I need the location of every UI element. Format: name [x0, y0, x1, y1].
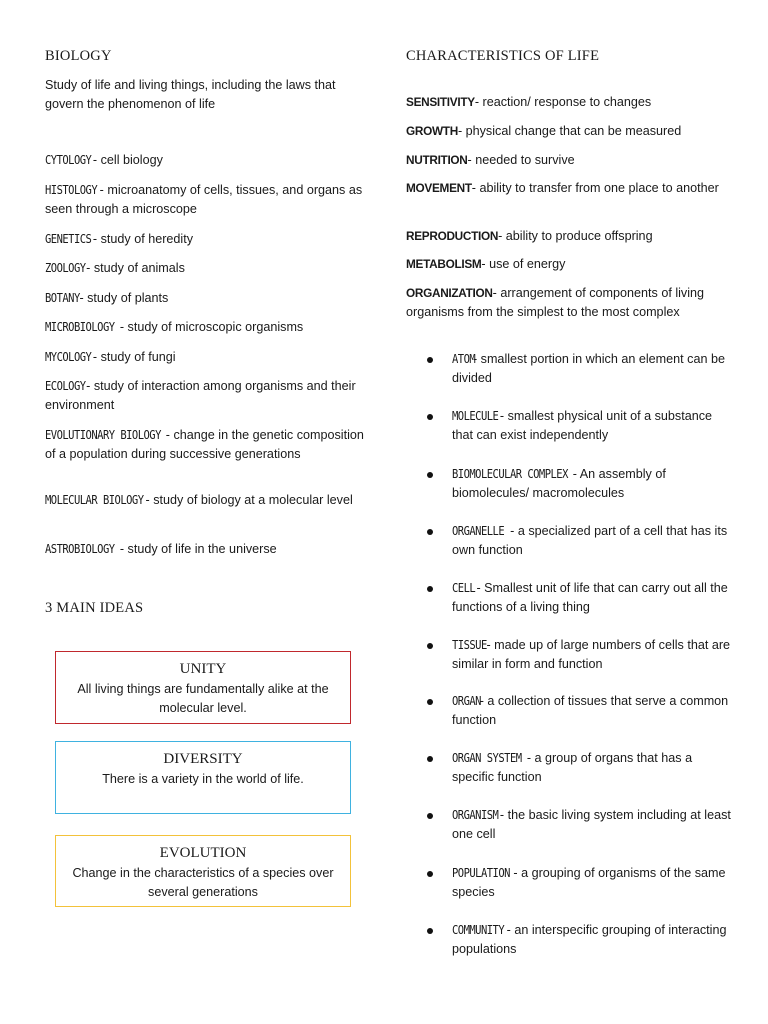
characteristic-item [406, 179, 724, 198]
branch-desc: - study of biology at a molecular level [145, 493, 353, 507]
level-desc: - a grouping of organisms of the same species [452, 866, 726, 899]
characteristic-desc: - ability to transfer from one place to another [471, 181, 719, 195]
level-desc: - a collection of tissues that serve a common function [452, 694, 729, 727]
bullet-icon [427, 756, 433, 762]
main-ideas-heading: 3 MAIN IDEAS [45, 600, 144, 616]
branch-item [45, 230, 365, 249]
bullet-icon [427, 813, 433, 819]
characteristic-term: NUTRITION [406, 153, 468, 167]
branch-desc: - study of microscopic organisms [119, 320, 304, 334]
organization-level-item [452, 350, 732, 387]
branch-desc: - microanatomy of cells, tissues, and organs as seen through a microscope [45, 183, 363, 216]
characteristic-item [406, 122, 724, 141]
characteristics-heading: CHARACTERISTICS OF LIFE [406, 48, 600, 64]
bullet-icon [427, 699, 433, 705]
level-desc: - Smallest unit of life that can carry out all the functions of a living thing [452, 581, 728, 614]
characteristic-item [406, 227, 724, 246]
bullet-icon [427, 357, 433, 363]
branch-item [45, 348, 365, 367]
diversity-desc: There is a variety in the world of life. [102, 772, 304, 786]
branch-desc: - study of interaction among organisms and their environment [45, 379, 356, 412]
organization-level-item [452, 864, 732, 901]
characteristic-term: METABOLISM [406, 257, 482, 271]
diversity-box [55, 741, 351, 814]
organization-level-item [452, 465, 732, 502]
branch-item [45, 377, 365, 414]
characteristic-item [406, 284, 724, 321]
branch-term: MYCOLOGY [45, 350, 92, 364]
branch-term: HISTOLOGY [45, 183, 98, 197]
organization-level-item [452, 636, 732, 673]
branch-term: GENETICS [45, 232, 92, 246]
characteristic-item [406, 93, 724, 112]
bullet-icon [427, 871, 433, 877]
branch-desc: - study of plants [79, 291, 169, 305]
branch-term: MICROBIOLOGY [45, 320, 115, 334]
characteristic-term: ORGANIZATION [406, 286, 493, 300]
level-desc: - smallest physical unit of a substance that can exist independently [452, 409, 713, 442]
level-term: POPULATION [452, 866, 510, 880]
branch-term: ECOLOGY [45, 379, 86, 393]
level-term: TISSUE [452, 638, 487, 652]
level-term: CELL [452, 581, 476, 595]
branch-desc: - study of animals [86, 261, 185, 275]
branch-desc: - cell biology [92, 153, 163, 167]
bullet-icon [427, 414, 433, 420]
level-term: ORGANISM [452, 808, 499, 822]
characteristic-item [406, 151, 724, 170]
organization-level-item [452, 579, 732, 616]
characteristic-item [406, 255, 724, 274]
biology-heading: BIOLOGY [45, 48, 112, 64]
level-desc: - the basic living system including at least one cell [452, 808, 731, 841]
branch-desc: - study of life in the universe [119, 542, 277, 556]
organization-level-item [452, 407, 732, 444]
evolution-box [55, 835, 351, 907]
bullet-icon [427, 472, 433, 478]
unity-title: UNITY [179, 661, 227, 677]
branch-term: BOTANY [45, 291, 80, 305]
branch-item [45, 289, 365, 308]
level-desc: - smallest portion in which an element can be divided [452, 352, 725, 385]
level-desc: - an interspecific grouping of interacting populations [452, 923, 727, 956]
characteristic-desc: - arrangement of components of living organisms from the simplest to the most complex [406, 286, 705, 319]
level-term: ORGANELLE [452, 524, 505, 538]
characteristic-desc: - needed to survive [467, 153, 575, 167]
branch-item [45, 318, 365, 337]
characteristic-desc: - reaction/ response to changes [474, 95, 652, 109]
branch-desc: - change in the genetic composition of a population during successive generations [45, 428, 364, 461]
unity-desc: All living things are fundamentally alike at the molecular level. [77, 682, 329, 715]
evolution-title: EVOLUTION [159, 845, 247, 861]
characteristic-term: GROWTH [406, 124, 458, 138]
biology-intro: Study of life and living things, including the laws that govern the phenomenon of life [45, 78, 336, 111]
branch-term: CYTOLOGY [45, 153, 92, 167]
level-term: BIOMOLECULAR COMPLEX [452, 467, 568, 481]
level-desc: - a specialized part of a cell that has its own function [452, 524, 728, 557]
branch-desc: - study of fungi [92, 350, 176, 364]
branch-item [45, 151, 365, 170]
branch-term: EVOLUTIONARY BIOLOGY [45, 428, 161, 442]
unity-box [55, 651, 351, 724]
characteristic-term: SENSITIVITY [406, 95, 475, 109]
branch-item [45, 426, 365, 463]
branch-item [45, 181, 365, 218]
branch-term: ZOOLOGY [45, 261, 86, 275]
organization-level-item [452, 921, 732, 958]
organization-level-item [452, 692, 732, 729]
bullet-icon [427, 643, 433, 649]
branch-item [45, 259, 365, 278]
organization-level-item [452, 806, 732, 843]
level-desc: - made up of large numbers of cells that are similar in form and function [452, 638, 731, 671]
branch-item [45, 540, 365, 559]
branch-term: ASTROBIOLOGY [45, 542, 115, 556]
level-term: COMMUNITY [452, 923, 505, 937]
diversity-title: DIVERSITY [163, 751, 243, 767]
characteristic-term: MOVEMENT [406, 181, 472, 195]
bullet-icon [427, 928, 433, 934]
characteristic-desc: - ability to produce offspring [498, 229, 653, 243]
branch-desc: - study of heredity [92, 232, 194, 246]
level-term: MOLECULE [452, 409, 499, 423]
level-desc: - a group of organs that has a specific function [452, 751, 693, 784]
bullet-icon [427, 529, 433, 535]
branch-term: MOLECULAR BIOLOGY [45, 493, 144, 507]
level-desc: - An assembly of biomolecules/ macromolecules [452, 467, 666, 500]
level-term: ORGAN SYSTEM [452, 751, 522, 765]
branch-item [45, 491, 365, 510]
characteristic-desc: - physical change that can be measured [457, 124, 682, 138]
bullet-icon [427, 586, 433, 592]
characteristic-desc: - use of energy [481, 257, 566, 271]
organization-level-item [452, 522, 732, 559]
characteristic-term: REPRODUCTION [406, 229, 499, 243]
organization-level-item [452, 749, 732, 786]
level-term: ATOM [452, 352, 476, 366]
evolution-desc: Change in the characteristics of a species over several generations [72, 866, 334, 899]
level-term: ORGAN [452, 694, 481, 708]
